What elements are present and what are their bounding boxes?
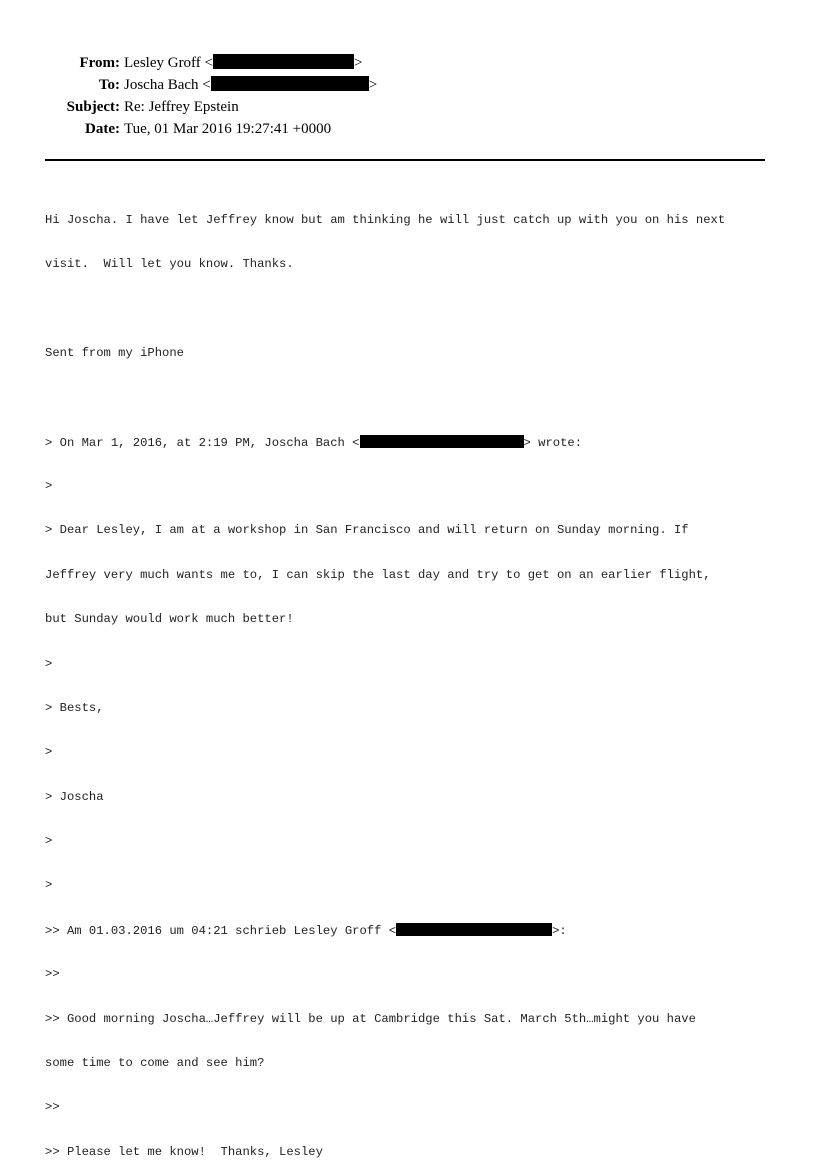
subject-row [0, 96, 816, 118]
redaction-block [360, 435, 524, 448]
redaction-block [211, 76, 369, 91]
header-divider [45, 159, 765, 161]
body-line: visit. Will let you know. Thanks. [45, 256, 294, 271]
from-row [0, 52, 816, 74]
to-value [124, 74, 377, 96]
from-suffix: > [354, 55, 363, 71]
body-line: Hi Joscha. I have let Jeffrey know but am thinking he will just catch up with you on his next [45, 212, 726, 227]
date-row [0, 118, 816, 140]
body-line: Jeffrey very much wants me to, I can skip the last day and try to get on an earlier flight, [45, 567, 711, 582]
email-header [0, 52, 816, 140]
body-line: > [45, 878, 53, 893]
subject-label: Subject: [66, 99, 120, 115]
date-value: Tue, 01 Mar 2016 19:27:41 +0000 [124, 121, 332, 137]
body-line [45, 301, 775, 316]
from-name: Lesley Groff < [124, 55, 213, 71]
body-line: > [45, 834, 53, 849]
from-label: From: [79, 55, 120, 71]
to-label: To: [98, 77, 120, 93]
date-label: Date: [85, 121, 120, 137]
body-line: > Joscha [45, 789, 104, 804]
quoted-header-text: >> Am 01.03.2016 um 04:21 schrieb Lesley Groff < [45, 923, 397, 938]
body-line: Sent from my iPhone [45, 345, 184, 360]
body-line: > [45, 656, 53, 671]
quoted-header-line [45, 923, 775, 938]
body-line: > Dear Lesley, I am at a workshop in San Francisco and will return on Sunday morning. If [45, 523, 689, 538]
quoted-header-suffix: > wrote: [523, 435, 583, 450]
body-line: > [45, 745, 53, 760]
body-line: >> [45, 967, 60, 982]
redaction-block [396, 923, 552, 936]
to-row [0, 74, 816, 96]
body-line: >> [45, 1100, 60, 1115]
body-line: >> Good morning Joscha…Jeffrey will be up at Cambridge this Sat. March 5th…might you have [45, 1011, 696, 1026]
to-name: Joscha Bach < [124, 77, 211, 93]
subject-value: Re: Jeffrey Epstein [124, 99, 239, 115]
quoted-header-line [45, 435, 775, 450]
body-line [45, 390, 775, 405]
body-line: >> Please let me know! Thanks, Lesley [45, 1144, 323, 1159]
quoted-header-text: > On Mar 1, 2016, at 2:19 PM, Joscha Bach < [45, 435, 360, 450]
body-line: but Sunday would work much better! [45, 612, 294, 627]
body-line: > [45, 478, 53, 493]
body-line: > Bests, [45, 700, 104, 715]
redaction-block [213, 54, 354, 69]
email-body [45, 183, 775, 1174]
to-suffix: > [368, 77, 378, 93]
quoted-header-suffix: >: [552, 923, 567, 938]
from-value [124, 52, 362, 74]
body-line: some time to come and see him? [45, 1056, 265, 1071]
